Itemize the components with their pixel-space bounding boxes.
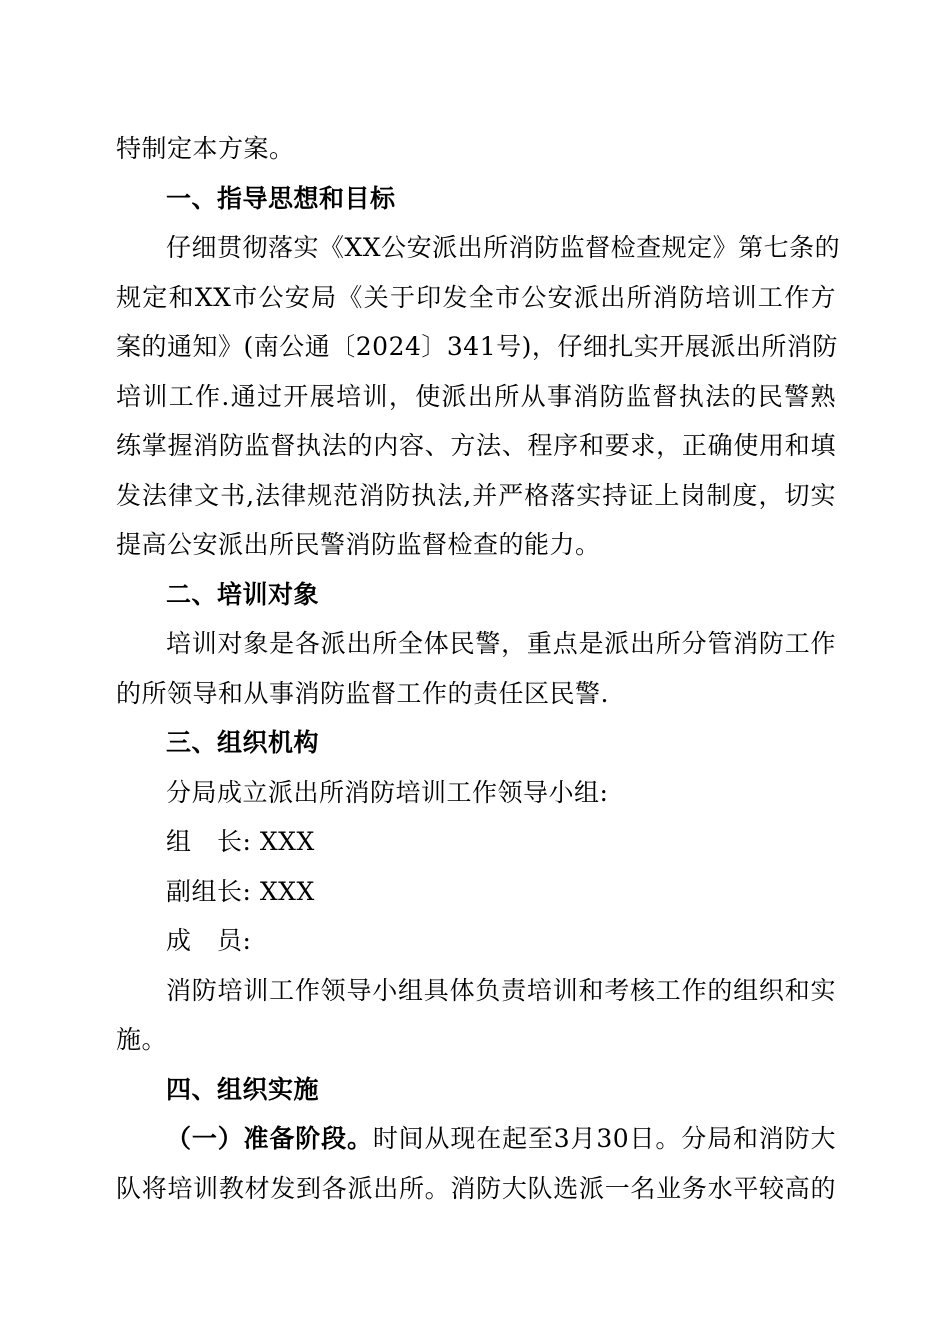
- section-heading-implementation: 四、组织实施: [166, 1074, 320, 1104]
- paragraph-line: 练掌握消防监督执法的内容、方法、程序和要求，正确使用和填: [116, 431, 836, 460]
- intro-line: 特制定本方案。: [116, 134, 295, 163]
- paragraph-line: 培训对象是各派出所全体民警，重点是派出所分管消防工作: [166, 629, 836, 658]
- paragraph-line: 培训工作.通过开展培训，使派出所从事消防监督执法的民警熟: [116, 381, 836, 411]
- phase1-label: （一）准备阶段。: [166, 1124, 373, 1153]
- paragraph-line: 提高公安派出所民警消防监督检查的能力。: [116, 530, 601, 559]
- paragraph-line: 案的通知》(南公通〔2024〕341号)，仔细扎实开展派出所消防: [116, 332, 838, 361]
- paragraph-line: 分局成立派出所消防培训工作领导小组:: [166, 777, 609, 807]
- section-heading-guiding-ideas: 一、指导思想和目标: [166, 183, 396, 213]
- paragraph-line: 施。: [116, 1025, 168, 1054]
- document-page: [116, 124, 841, 1213]
- section-heading-training-targets: 二、培训对象: [166, 579, 320, 609]
- paragraph-line: 消防培训工作领导小组具体负责培训和考核工作的组织和实: [166, 975, 836, 1005]
- phase1-text: 时间从现在起至3月30日。分局和消防大: [372, 1124, 836, 1153]
- leader-line: 组 长: XXX: [166, 827, 315, 856]
- paragraph-line: 发法律文书,法律规范消防执法,并严格落实持证上岗制度，切实: [116, 480, 836, 510]
- members-line: 成 员:: [166, 926, 252, 955]
- paragraph-line: 仔细贯彻落实《XX公安派出所消防监督检查规定》第七条的: [166, 233, 841, 262]
- paragraph-line: 规定和XX市公安局《关于印发全市公安派出所消防培训工作方: [116, 282, 836, 312]
- paragraph-line: 的所领导和从事消防监督工作的责任区民警.: [116, 678, 609, 708]
- paragraph-line: 队将培训教材发到各派出所。消防大队选派一名业务水平较高的: [116, 1173, 836, 1203]
- section-heading-organization: 三、组织机构: [166, 728, 320, 757]
- deputy-leader-line: 副组长: XXX: [166, 876, 315, 906]
- phase1-line: [116, 1114, 836, 1164]
